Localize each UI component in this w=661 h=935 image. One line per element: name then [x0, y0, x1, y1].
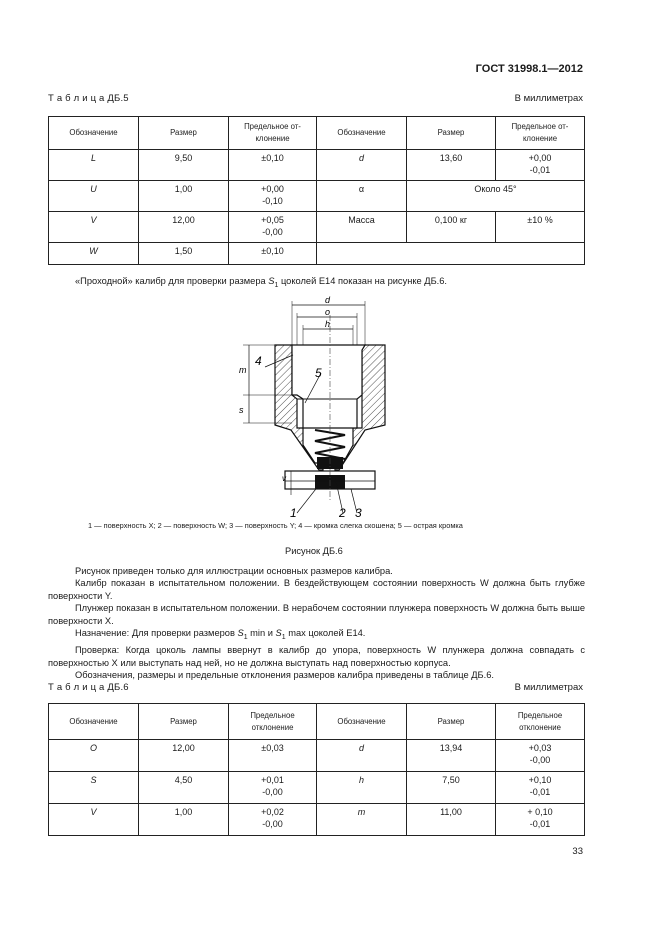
table6-header: Обозначение — [49, 704, 139, 740]
table6-header: Предельное отклонение — [229, 704, 317, 740]
intro-text: «Проходной» калибр для проверки размера — [75, 276, 269, 286]
figure-legend: 1 — поверхность X; 2 — поверхность W; 3 — поверхность Y; 4 — кромка слегка скошена; 5 — острая кромка — [88, 521, 463, 530]
paragraph: Калибр показан в испытательном положении. В бездействующем состоянии поверхность W должна быть глубже поверхности Y. — [48, 578, 585, 601]
callout-5: 5 — [315, 366, 322, 380]
intro-symbol: S — [268, 276, 275, 286]
table6-header: Размер — [139, 704, 229, 740]
cell: 12,00 — [139, 212, 229, 243]
cell: h — [317, 772, 407, 804]
table5-header: Предельное от-клонение — [496, 117, 585, 150]
paragraph: Плунжер показан в испытательном положении. В нерабочем состоянии плунжера поверхность W должна быть выше поверхности X. — [48, 603, 585, 626]
cell: Около 45° — [407, 181, 585, 212]
cell: ±0,10 — [229, 150, 317, 181]
cell: Масса — [317, 212, 407, 243]
table-row — [49, 804, 585, 836]
table5-caption: Т а б л и ц а ДБ.5 — [48, 93, 129, 104]
label-m: m — [239, 365, 247, 375]
cell: 7,50 — [407, 772, 496, 804]
callout-2: 2 — [339, 506, 346, 520]
p4-symbol-2: S — [275, 628, 282, 639]
table6-header: Предельное отклонение — [496, 704, 585, 740]
cell: + 0,10 -0,01 — [496, 804, 585, 836]
table6-caption: Т а б л и ц а ДБ.6 — [48, 682, 129, 693]
cell: 1,00 — [139, 181, 229, 212]
cell: ±10 % — [496, 212, 585, 243]
table-row — [49, 772, 585, 804]
p4-text-mid: min и — [247, 628, 276, 639]
cell: 13,94 — [407, 740, 496, 772]
table5-header: Размер — [407, 117, 496, 150]
table5-header: Размер — [139, 117, 229, 150]
cell: +0,00 -0,10 — [229, 181, 317, 212]
cell: 13,60 — [407, 150, 496, 181]
cell: L — [49, 150, 139, 181]
paragraph: Рисунок приведен только для иллюстрации основных размеров калибра. — [75, 566, 393, 576]
cell: 4,50 — [139, 772, 229, 804]
cell: 11,00 — [407, 804, 496, 836]
callout-3: 3 — [355, 506, 362, 520]
cell: 1,00 — [139, 804, 229, 836]
table5-header: Предельное от-клонение — [229, 117, 317, 150]
cell: +0,00 -0,01 — [496, 150, 585, 181]
label-d: d — [325, 295, 331, 305]
paragraph: Проверка: Когда цоколь лампы ввернут в калибр до упора, поверхность W плунжера должна совпадать с поверхностью X или выступать над ней, но не должна выступать над поверхностью корпуса. — [48, 645, 585, 668]
table5 — [48, 116, 585, 265]
table-row — [49, 150, 585, 181]
standard-number: ГОСТ 31998.1—2012 — [475, 63, 583, 75]
page-number: 33 — [572, 846, 583, 857]
cell: 9,50 — [139, 150, 229, 181]
intro-text-end: цоколей Е14 показан на рисунке ДБ.6. — [278, 276, 448, 286]
cell: ±0,10 — [229, 243, 317, 265]
cell: d — [317, 150, 407, 181]
label-h: h — [325, 319, 331, 329]
paragraph — [48, 627, 585, 644]
cell: ±0,03 — [229, 740, 317, 772]
callout-4: 4 — [255, 354, 262, 368]
table6-header: Обозначение — [317, 704, 407, 740]
paragraph: Обозначения, размеры и предельные отклонения размеров калибра приведены в таблице ДБ.6. — [75, 670, 494, 681]
cell: V — [49, 212, 139, 243]
cell: +0,02 -0,00 — [229, 804, 317, 836]
table5-units: В миллиметрах — [514, 93, 583, 104]
figure-intro — [75, 276, 447, 289]
cell: 12,00 — [139, 740, 229, 772]
p4-subscript-2: 1 — [281, 633, 286, 641]
label-o: o — [325, 307, 331, 317]
cell: +0,05 -0,00 — [229, 212, 317, 243]
p4-symbol: S — [237, 628, 244, 639]
gauge-cavity — [292, 345, 365, 428]
cell — [317, 243, 585, 265]
cell: +0,03 -0,00 — [496, 740, 585, 772]
figure-caption: Рисунок ДБ.6 — [285, 546, 343, 556]
p4-text-end: max цоколей Е14. — [285, 628, 366, 639]
cell: +0,01 -0,00 — [229, 772, 317, 804]
cell: m — [317, 804, 407, 836]
cell: +0,10 -0,01 — [496, 772, 585, 804]
p4-subscript: 1 — [243, 633, 248, 641]
table6 — [48, 703, 585, 836]
cell: S — [49, 772, 139, 804]
callout-1: 1 — [290, 506, 297, 520]
table5-header: Обозначение — [49, 117, 139, 150]
table6-header: Размер — [407, 704, 496, 740]
cell: d — [317, 740, 407, 772]
cell: U — [49, 181, 139, 212]
table-row — [49, 212, 585, 243]
cell: O — [49, 740, 139, 772]
label-v: v — [282, 474, 286, 483]
table6-units: В миллиметрах — [514, 682, 583, 693]
table5-header: Обозначение — [317, 117, 407, 150]
intro-subscript: 1 — [274, 281, 279, 289]
cell: 0,100 кг — [407, 212, 496, 243]
cell: 1,50 — [139, 243, 229, 265]
gauge-drawing — [235, 295, 410, 520]
table-row — [49, 181, 585, 212]
table-row — [49, 740, 585, 772]
p4-text: Назначение: Для проверки размеров — [75, 628, 238, 639]
label-s: s — [239, 405, 244, 415]
cell: V — [49, 804, 139, 836]
cell: W — [49, 243, 139, 265]
cell: α — [317, 181, 407, 212]
table-row — [49, 243, 585, 265]
body-text — [48, 565, 585, 682]
